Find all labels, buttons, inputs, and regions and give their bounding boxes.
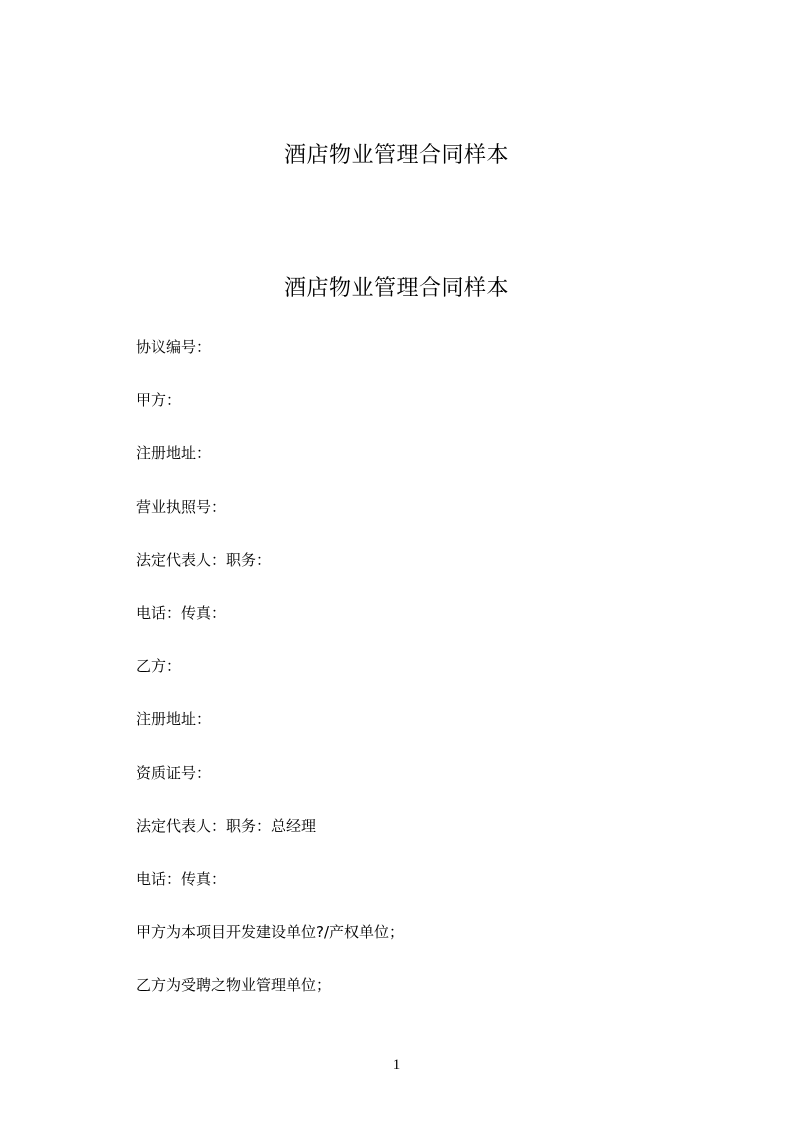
party-a-phone-fax-line: 电话：传真： — [136, 603, 227, 622]
party-b-address-line: 注册地址： — [136, 710, 212, 729]
party-a-role-line: 甲方为本项目开发建设单位?/产权单位； — [136, 923, 405, 942]
document-header-title: 酒店物业管理合同样本 — [283, 143, 509, 168]
party-a-line: 甲方： — [136, 391, 182, 410]
party-a-license-line: 营业执照号： — [136, 497, 227, 516]
agreement-number-line: 协议编号： — [136, 338, 212, 356]
party-a-representative-line: 法定代表人：职务： — [136, 550, 272, 569]
party-b-qualification-line: 资质证号： — [136, 763, 212, 782]
party-b-phone-fax-line: 电话：传真： — [136, 869, 227, 888]
page-number: 1 — [392, 1057, 401, 1073]
party-b-representative-line: 法定代表人：职务：总经理 — [136, 816, 317, 835]
document-title: 酒店物业管理合同样本 — [283, 276, 509, 301]
party-a-address-line: 注册地址： — [136, 444, 212, 463]
party-b-role-line: 乙方为受聘之物业管理单位； — [136, 976, 332, 995]
contract-fields — [136, 334, 696, 1025]
party-b-line: 乙方： — [136, 657, 182, 676]
